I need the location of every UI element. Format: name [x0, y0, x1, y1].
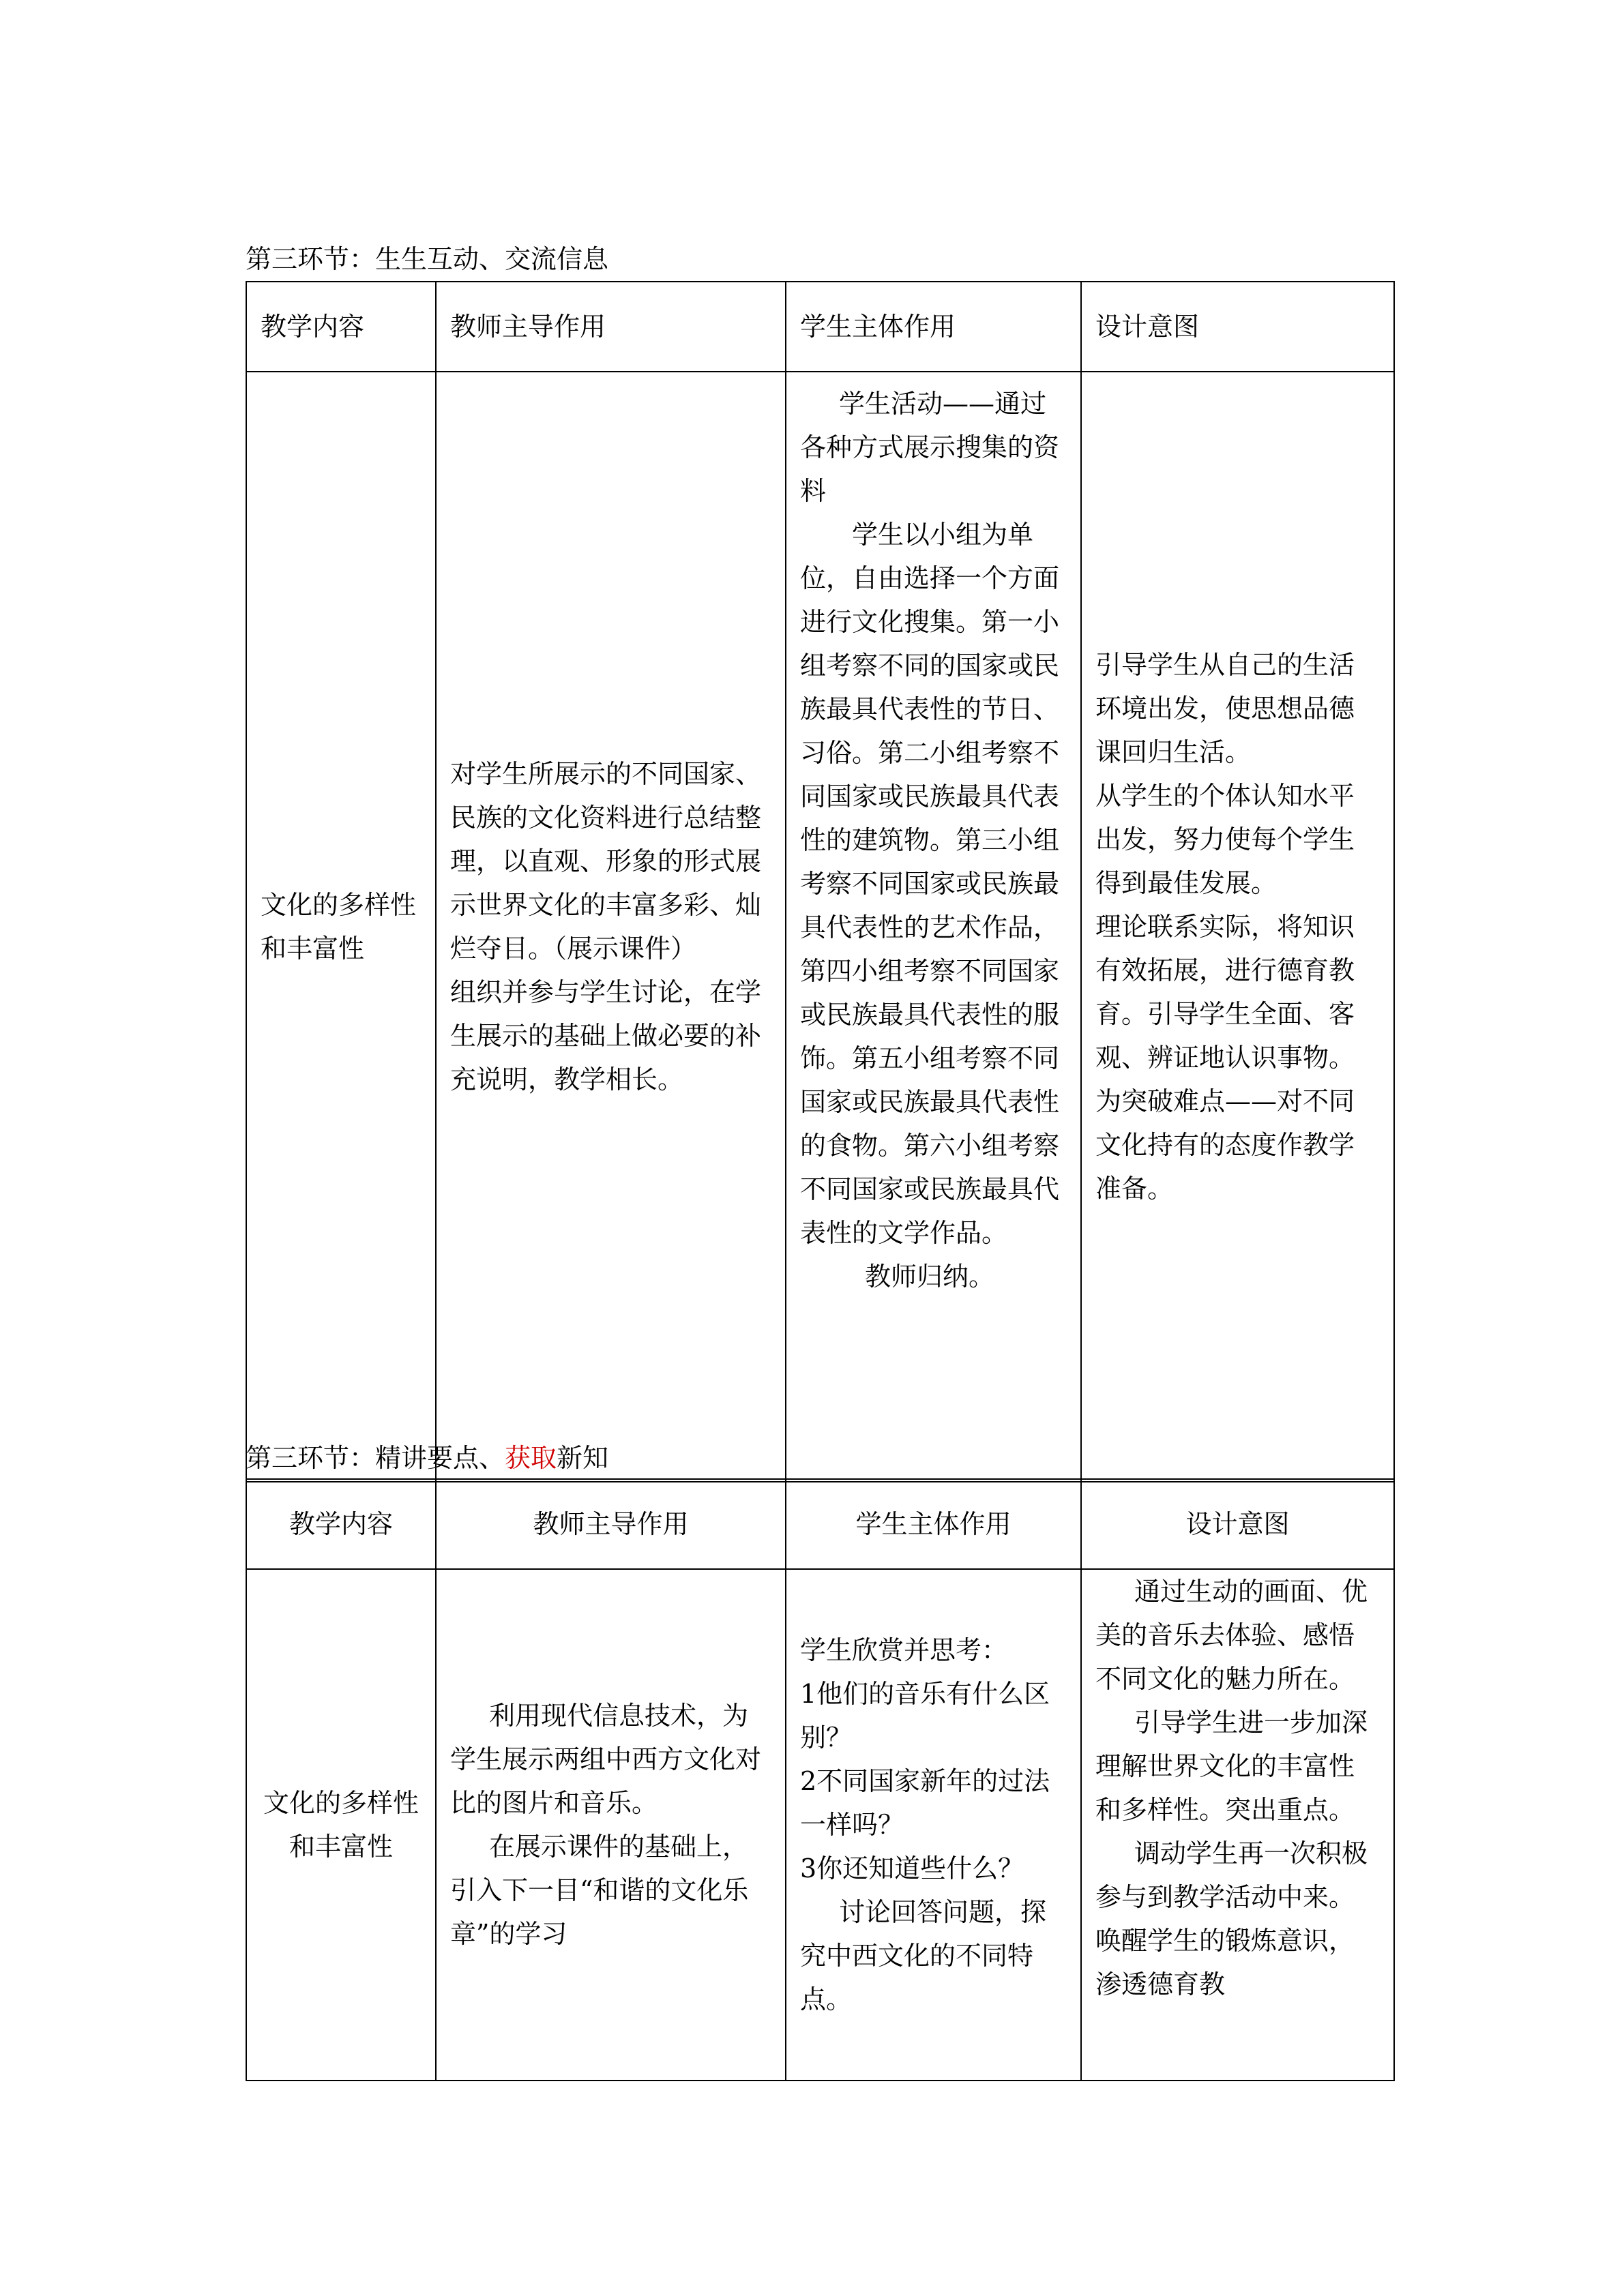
intent-text: 通过生动的画面、优美的音乐去体验、感悟不同文化的魅力所在。 — [1095, 1577, 1368, 1694]
table-row — [246, 1569, 1394, 2081]
student-question: 1他们的音乐有什么区别？ — [800, 1679, 1050, 1753]
header-teacher-role: 教师主导作用 — [436, 1479, 786, 1569]
teacher-text: 利用现代信息技术，为学生展示两组中西方文化对比的图片和音乐。 — [450, 1701, 762, 1818]
intent-line: 理论联系实际，将知识有效拓展，进行德育教育。引导学生全面、客观、辨证地认识事物。 — [1095, 912, 1355, 1073]
title-highlight: 获取 — [505, 1443, 557, 1473]
student-text: 讨论回答问题，探究中西文化的不同特点。 — [800, 1897, 1047, 2014]
intent-line: 引导学生从自己的生活环境出发，使思想品德课回归生活。 — [1095, 650, 1355, 767]
header-student-role: 学生主体作用 — [786, 282, 1081, 372]
header-design-intent: 设计意图 — [1081, 282, 1394, 372]
teacher-text: 在展示课件的基础上，引入下一目“和谐的文化乐章”的学习 — [450, 1832, 749, 1949]
intent-line: 为突破难点——对不同文化持有的态度作教学准备。 — [1095, 1086, 1355, 1204]
student-role-cell — [786, 372, 1081, 1482]
table-header-row — [246, 282, 1394, 372]
section-2-title — [246, 1442, 608, 1474]
lesson-table-1 — [246, 281, 1395, 1482]
header-teacher-role: 教师主导作用 — [436, 282, 786, 372]
teacher-summary-text: 教师归纳。 — [865, 1262, 995, 1292]
header-content: 教学内容 — [246, 1479, 436, 1569]
teacher-role-cell: 对学生所展示的不同国家、民族的文化资料进行总结整理，以直观、形象的形式展示世界文化的丰富多彩、灿烂夺目。（展示课件） 组织并参与学生讨论，在学生展示的基础上做必要的补充说明，教学相长。 — [436, 372, 786, 1482]
table-header-row — [246, 1479, 1394, 1569]
section-1-title: 第三环节：生生互动、交流信息 — [246, 244, 609, 274]
student-activity-text: 学生活动——通过各种方式展示搜集的资料 — [800, 389, 1060, 506]
header-content: 教学内容 — [246, 282, 436, 372]
design-intent-cell — [1081, 1569, 1394, 2081]
lesson-table-2 — [246, 1478, 1395, 2081]
teacher-role-cell — [436, 1569, 786, 2081]
table-row — [246, 372, 1394, 1482]
title-text: 新知 — [557, 1443, 609, 1473]
student-question: 3你还知道些什么？ — [800, 1853, 1024, 1883]
intent-text: 引导学生进一步加深理解世界文化的丰富性和多样性。突出重点。 — [1095, 1708, 1368, 1825]
content-cell: 文化的多样性和丰富性 — [246, 372, 436, 1482]
content-cell: 文化的多样性和丰富性 — [246, 1569, 436, 2081]
student-text: 学生欣赏并思考： — [800, 1635, 1008, 1665]
header-student-role: 学生主体作用 — [786, 1479, 1081, 1569]
student-question: 2不同国家新年的过法一样吗？ — [800, 1766, 1050, 1840]
header-design-intent: 设计意图 — [1081, 1479, 1394, 1569]
intent-line: 从学生的个体认知水平出发，努力使每个学生得到最佳发展。 — [1095, 781, 1355, 898]
design-intent-cell — [1081, 372, 1394, 1482]
intent-text: 调动学生再一次积极参与到教学活动中来。唤醒学生的锻炼意识，渗透德育教 — [1095, 1838, 1368, 1999]
student-group-text: 学生以小组为单位，自由选择一个方面进行文化搜集。第一小组考察不同的国家或民族最具代表性的节日、习俗。第二小组考察不同国家或民族最具代表性的建筑物。第三小组考察不同国家或民族最具代表性的艺术作品，第四小组考察不同国家或民族最具代表性的服饰。第五小组考察不同国家或民族最具代表性的食物。第六小组考察不同国家或民族最具代表性的文学作品。 — [800, 520, 1060, 1248]
student-role-cell — [786, 1569, 1081, 2081]
title-text: 第三环节：精讲要点、 — [246, 1443, 505, 1473]
